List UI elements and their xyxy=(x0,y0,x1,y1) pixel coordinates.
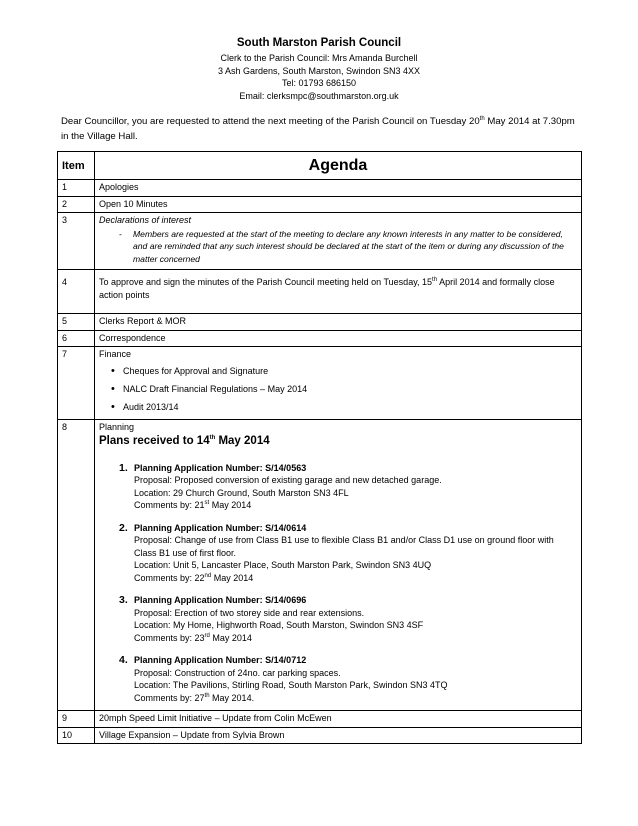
intro-text-a: Dear Councillor, you are requested to attend the next meeting of the Parish Council on Tuesday 20 xyxy=(61,116,480,127)
list-item: • NALC Draft Financial Regulations – May 2014 xyxy=(111,383,577,395)
comments-text-b: May 2014. xyxy=(209,692,255,703)
app-comments xyxy=(134,572,577,585)
app-location: Location: The Pavilions, Stirling Road, South Marston Park, Swindon SN3 4TQ xyxy=(134,680,448,690)
table-row xyxy=(58,711,582,728)
app-number: 3. xyxy=(119,594,128,606)
table-row xyxy=(58,727,582,744)
table-row xyxy=(58,419,582,711)
agenda-table xyxy=(57,151,582,744)
app-number: 1. xyxy=(119,461,128,474)
email-line: Email: clerksmpc@southmarston.org.uk xyxy=(239,90,399,101)
app-proposal: Proposal: Construction of 24no. car parking spaces. xyxy=(134,667,341,678)
item-number: 2 xyxy=(58,196,95,213)
item-text: Finance xyxy=(99,349,132,359)
planning-application xyxy=(119,594,577,644)
app-proposal: Proposal: Erection of two storey side and rear extensions. xyxy=(134,607,365,618)
finance-list xyxy=(111,365,577,413)
app-number: 4. xyxy=(119,654,128,666)
app-comments xyxy=(134,632,577,645)
item-text xyxy=(95,270,582,314)
table-header-row xyxy=(58,152,582,180)
app-comments xyxy=(134,499,577,512)
table-row xyxy=(58,270,582,314)
item-number: 4 xyxy=(58,270,95,314)
table-row xyxy=(58,330,582,347)
comments-text-b: May 2014 xyxy=(209,632,252,643)
intro-text-b: May 2014 at 7.30pm in the Village Hall. xyxy=(61,116,575,142)
comments-text-b: May 2014 xyxy=(209,500,252,510)
comments-text-a: Comments by: 21 xyxy=(134,500,205,510)
comments-text-a: Comments by: 23 xyxy=(134,632,205,643)
item-text: Clerks Report & MOR xyxy=(95,314,582,331)
table-row xyxy=(58,347,582,420)
app-location: Location: Unit 5, Lancaster Place, South Marston Park, Swindon SN3 4UQ xyxy=(134,560,432,570)
list-item: • Audit 2013/14 xyxy=(111,401,577,413)
plans-text-a: Plans received to 14 xyxy=(99,435,210,447)
table-row xyxy=(58,314,582,331)
org-title: South Marston Parish Council xyxy=(236,37,402,49)
tel-line: Tel: 01793 686150 xyxy=(281,78,357,88)
item-number: 6 xyxy=(58,330,95,347)
item-text: Apologies xyxy=(95,180,582,197)
item-text: Planning xyxy=(99,421,135,432)
intro-paragraph xyxy=(61,114,581,144)
app-heading: Planning Application Number: S/14/0696 xyxy=(134,595,307,605)
item-number: 10 xyxy=(58,727,95,744)
app-heading: Planning Application Number: S/14/0614 xyxy=(134,522,307,533)
table-row xyxy=(58,196,582,213)
item-text: Declarations of interest xyxy=(99,215,192,225)
item-sup: th xyxy=(432,277,438,283)
item-number: 9 xyxy=(58,711,95,728)
item-cell xyxy=(95,347,582,420)
item-text-b: April 2014 and formally close action points xyxy=(99,277,555,300)
item-cell xyxy=(95,419,582,711)
item-number: 7 xyxy=(58,347,95,420)
plans-sup: th xyxy=(209,435,216,442)
app-location: Location: 29 Church Ground, South Marston SN3 4FL xyxy=(134,487,349,498)
item-number: 8 xyxy=(58,419,95,711)
item-number: 1 xyxy=(58,180,95,197)
address-line: 3 Ash Gardens, South Marston, Swindon SN3 4XX xyxy=(217,65,421,76)
clerk-line: Clerk to the Parish Council: Mrs Amanda Burchell xyxy=(220,53,418,63)
item-text: Open 10 Minutes xyxy=(95,196,582,213)
list-item: • Cheques for Approval and Signature xyxy=(111,365,577,377)
table-row xyxy=(58,213,582,270)
item-text-a: To approve and sign the minutes of the Parish Council meeting held on Tuesday, 15 xyxy=(99,277,433,287)
comments-sup: st xyxy=(204,500,210,506)
app-proposal: Proposal: Change of use from Class B1 use to flexible Class B1 and/or Class D1 use on ground floor with Class B1 use of first floor. xyxy=(134,535,554,558)
table-row xyxy=(58,180,582,197)
declaration-notes xyxy=(119,228,577,266)
app-comments xyxy=(134,692,577,705)
comments-text-b: May 2014 xyxy=(211,572,254,583)
item-number: 3 xyxy=(58,213,95,270)
app-location: Location: My Home, Highworth Road, South Marston, Swindon SN3 4SF xyxy=(134,620,424,630)
plans-heading xyxy=(99,435,577,448)
comments-sup: nd xyxy=(204,572,212,579)
app-number: 2. xyxy=(119,521,128,534)
comments-text-a: Comments by: 22 xyxy=(134,572,205,583)
app-heading: Planning Application Number: S/14/0712 xyxy=(134,655,307,665)
agenda-column-header: Agenda xyxy=(95,152,582,180)
planning-application xyxy=(119,522,577,585)
intro-sup: th xyxy=(479,115,485,122)
planning-application xyxy=(119,462,577,512)
list-item: - Members are requested at the start of the meeting to declare any known interests in any matter to be considered, and are reminded that any such interest should be declared at the start of the item or during any discussion of the matter concerned xyxy=(119,228,577,266)
plans-text-b: May 2014 xyxy=(215,435,270,447)
comments-sup: rd xyxy=(204,632,210,639)
planning-application xyxy=(119,654,577,704)
app-proposal: Proposal: Proposed conversion of existing garage and new detached garage. xyxy=(134,475,442,485)
comments-sup: th xyxy=(204,692,210,699)
item-text: 20mph Speed Limit Initiative – Update from Colin McEwen xyxy=(95,711,582,728)
comments-text-a: Comments by: 27 xyxy=(134,692,205,703)
letterhead xyxy=(0,0,638,102)
item-number: 5 xyxy=(58,314,95,331)
item-text: Correspondence xyxy=(95,330,582,347)
item-cell xyxy=(95,213,582,270)
app-heading: Planning Application Number: S/14/0563 xyxy=(134,462,307,473)
item-column-header: Item xyxy=(58,152,95,180)
item-text: Village Expansion – Update from Sylvia Brown xyxy=(95,727,582,744)
